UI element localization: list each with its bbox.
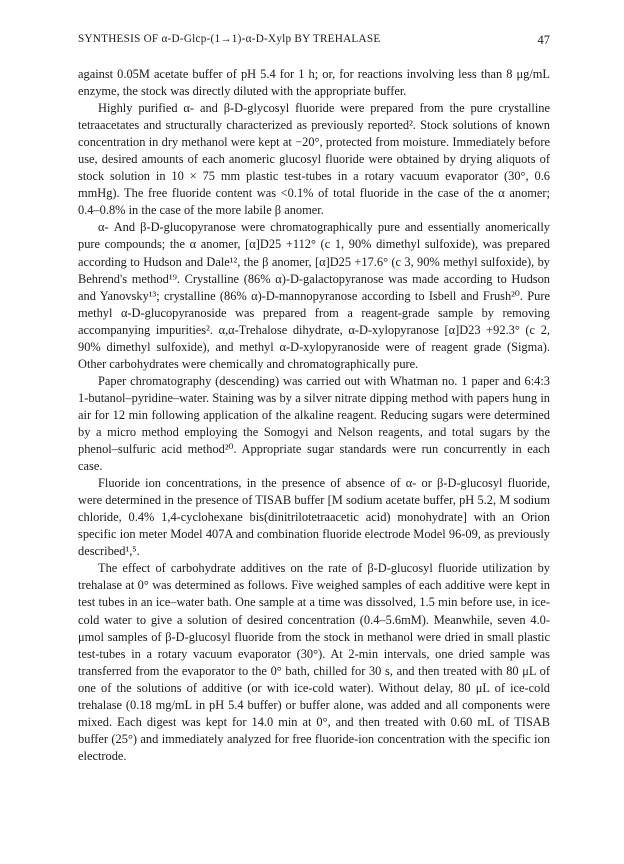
paragraph-fluoride-ion: Fluoride ion concentrations, in the presence of absence of α- or β-D-glucosyl fluoride, were determined in the presence of TISAB buffer [M sodium acetate buffer, pH 5.2, M sodium chloride, 0.4% 1,4-cyclohexane bis(dinitrilotetraacetic acid) monohydrate] with an Orion specific ion meter Model 407A and combination fluoride electrode Model 96-09, as previously described¹,⁵.	[78, 476, 550, 559]
paragraph-carbohydrate-additives: The effect of carbohydrate additives on the rate of β-D-glucosyl fluoride utilization by trehalase at 0° was determined as follows. Five weighed samples of each additive were kept in test tubes in an ice–water bath. One sample at a time was dissolved, 1.5 min before use, in ice-cold water to give a solution of desired concentration (0.4–5.6mM). Meanwhile, seven 4.0-μmol samples of β-D-glucosyl fluoride from the stock in methanol were dried in small plastic test-tubes in a rotary vacuum evaporator (30°). At 2-min intervals, one dried sample was transferred from the evaporator to the 0° bath, chilled for 30 s, and then treated with 80 μL of one of the solutions of additive (or with ice-cold water). Without delay, 80 μL of ice-cold trehalase (0.18 mg/mL in pH 5.4 buffer) or buffer alone, was added and all components were mixed. Each digest was kept for 14.0 min at 0°, and then treated with 0.60 mL of TISAB buffer (25°) and immediately analyzed for free fluoride-ion concentration with the specific ion electrode.	[78, 561, 550, 763]
paragraph-glucopyranose: α- And β-D-glucopyranose were chromatographically pure and essentially anomerically pure compounds; the α anomer, [α]D25 +112° (c 1, 90% dimethyl sulfoxide), was prepared according to Hudson and Dale¹², the β anomer, [α]D25 +17.6° (c 3, 90% methyl sulfoxide), by Behrend's method¹⁹. Crystalline (86% α)-D-galactopyranose was made according to Hudson and Yanovsky¹³; crystalline (86% α)-D-mannopyranose according to Isbell and Frush²⁰. Pure methyl α-D-glucopyranoside was prepared from a reagent-grade sample by removing accompanying impurities². α,α-Trehalose dihydrate, α-D-xylopyranose [α]D23 +92.3° (c 2, 90% dimethyl sulfoxide), and methyl α-D-xylopyranoside were of reagent grade (Sigma). Other carbohydrates were chemically and chromatographically pure.	[78, 220, 550, 371]
running-head	[78, 33, 550, 49]
running-head-title: SYNTHESIS OF α-D-Glcp-(1→1)-α-D-Xylp BY TREHALASE	[78, 33, 381, 45]
page-number: 47	[537, 33, 550, 47]
paragraph-paper-chromatography: Paper chromatography (descending) was carried out with Whatman no. 1 paper and 6:4:3 1-butanol–pyridine–water. Staining was by a silver nitrate dipping method with papers hung in air for 12 min following application of the alkaline reagent. Reducing sugars were determined by a micro method employing the Somogyi and Nelson reagents, and total sugars by the phenol–sulfuric acid method²⁰. Appropriate sugar standards were run concurrently in each case.	[78, 373, 550, 474]
paragraph-continuation: against 0.05M acetate buffer of pH 5.4 for 1 h; or, for reactions involving less than 8 μg/mL enzyme, the stock was directly diluted with the appropriate buffer.	[78, 67, 550, 99]
paragraph-glycosyl-fluoride: Highly purified α- and β-D-glycosyl fluoride were prepared from the pure crystalline tetraacetates and structurally characterized as previously reported². Stock solutions of known concentration in dry methanol were kept at −20°, protected from moisture. Immediately before use, desired amounts of each anomeric glucosyl fluoride were obtained by drying aliquots of stock solution in 10 × 75 mm plastic test-tubes in a rotary vacuum evaporator (30°, 0.6 mmHg). The free fluoride content was <0.1% of total fluoride in the case of the α anomer; 0.4–0.8% in the case of the more labile β anomer.	[78, 101, 550, 218]
body-text	[78, 66, 550, 765]
